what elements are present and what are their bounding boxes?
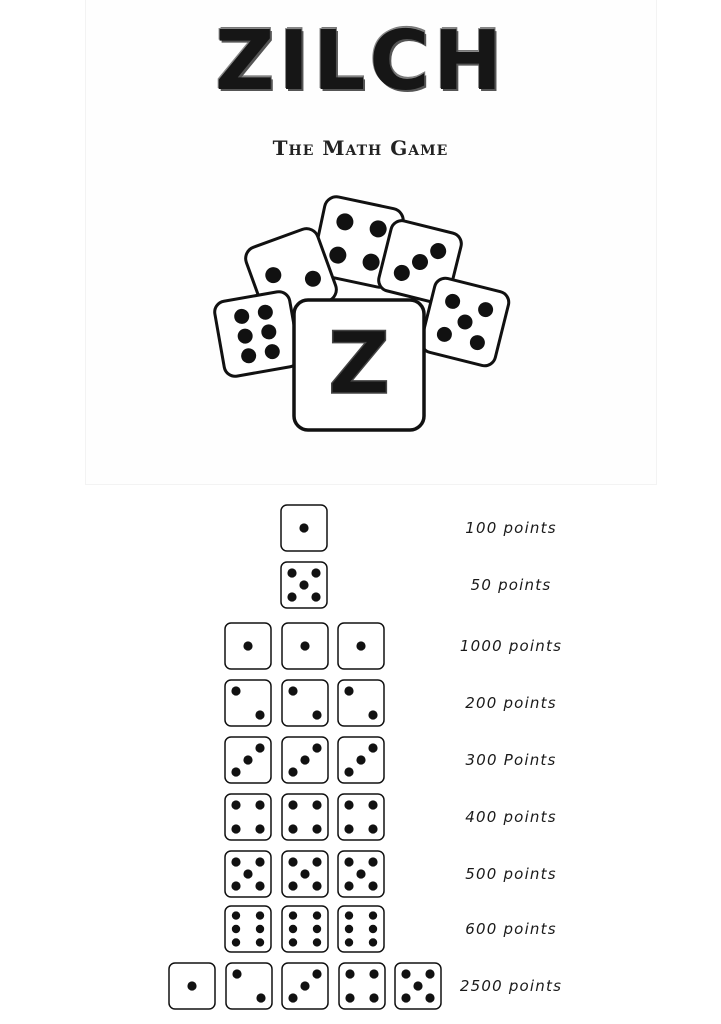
die-face-3 [224, 736, 272, 784]
die-pip [288, 767, 297, 776]
die-pip [344, 800, 353, 809]
score-label: 1000 points [459, 637, 563, 655]
die-pip [401, 993, 410, 1002]
die-pip [231, 881, 240, 890]
die-face-1 [280, 504, 328, 552]
die-face-6 [224, 905, 272, 953]
die-pip [312, 710, 321, 719]
die-pip [300, 641, 309, 650]
die-pip [231, 686, 240, 695]
die-pip [345, 993, 354, 1002]
die-pip [345, 969, 354, 978]
die-face-5 [281, 850, 329, 898]
die-pip [369, 938, 377, 946]
die-pip [368, 824, 377, 833]
die-pip [300, 981, 309, 990]
die-pip [232, 925, 240, 933]
die-pip [312, 911, 320, 919]
die-pip [299, 580, 308, 589]
die-face-6 [337, 905, 385, 953]
logo-z-letter: Z [327, 314, 391, 414]
die-face-1 [168, 962, 216, 1010]
die-pip [288, 800, 297, 809]
die-pip [425, 993, 434, 1002]
die-pip [311, 592, 320, 601]
die-face-2 [225, 962, 273, 1010]
die-pip [187, 981, 196, 990]
die-pip [345, 938, 353, 946]
die-pip [288, 686, 297, 695]
die-pip [344, 881, 353, 890]
die-pip [232, 969, 241, 978]
die-pip [368, 743, 377, 752]
die-pip [413, 981, 422, 990]
die-pip [369, 969, 378, 978]
die-pip [312, 743, 321, 752]
die-pip [368, 710, 377, 719]
die-pip [255, 857, 264, 866]
die-pip [312, 824, 321, 833]
die-pip [232, 911, 240, 919]
logo-z-die [294, 300, 424, 430]
die-pip [312, 881, 321, 890]
die-outline [282, 680, 328, 726]
game-title: ZILCH [214, 14, 507, 109]
die-pip [312, 800, 321, 809]
die-outline [338, 680, 384, 726]
die-pip [255, 743, 264, 752]
score-label: 400 points [465, 808, 557, 826]
die-outline [338, 794, 384, 840]
die-pip [255, 824, 264, 833]
die-pip [300, 869, 309, 878]
die-face-4 [281, 793, 329, 841]
die-face-3 [281, 736, 329, 784]
die-pip [288, 938, 296, 946]
die-face-1 [337, 622, 385, 670]
die-face-5 [280, 561, 328, 609]
die-face-1 [281, 622, 329, 670]
die-outline [225, 680, 271, 726]
die-pip [311, 568, 320, 577]
die-pip [231, 767, 240, 776]
die-pip [231, 824, 240, 833]
die-pip [232, 938, 240, 946]
die-pip [243, 755, 252, 764]
die-pip [356, 641, 365, 650]
die-pip [287, 568, 296, 577]
die-face-5 [224, 850, 272, 898]
die-pip [345, 925, 353, 933]
die-pip [369, 993, 378, 1002]
score-label: 300 Points [465, 751, 557, 769]
die-pip [356, 755, 365, 764]
die-face-1 [224, 622, 272, 670]
die-pip [368, 881, 377, 890]
die-face-2 [224, 679, 272, 727]
die-pip [312, 969, 321, 978]
die-pip [256, 938, 264, 946]
die-pip [312, 925, 320, 933]
die-pip [368, 800, 377, 809]
die-pip [288, 925, 296, 933]
logo-die-five [419, 276, 511, 368]
die-pip [288, 993, 297, 1002]
die-pip [243, 869, 252, 878]
die-pip [255, 800, 264, 809]
die-face-2 [281, 679, 329, 727]
die-face-4 [337, 793, 385, 841]
score-label: 600 points [465, 920, 557, 938]
die-face-5 [337, 850, 385, 898]
score-label: 2500 points [459, 977, 563, 995]
die-outline [226, 963, 272, 1009]
die-pip [344, 824, 353, 833]
die-pip [368, 857, 377, 866]
score-label: 100 points [465, 519, 557, 537]
die-pip [344, 686, 353, 695]
die-pip [255, 881, 264, 890]
die-face-2 [337, 679, 385, 727]
die-pip [288, 857, 297, 866]
die-pip [345, 911, 353, 919]
die-pip [299, 523, 308, 532]
die-pip [231, 800, 240, 809]
die-pip [369, 911, 377, 919]
die-face-4 [224, 793, 272, 841]
die-pip [288, 881, 297, 890]
die-pip [425, 969, 434, 978]
die-outline [282, 794, 328, 840]
die-pip [312, 857, 321, 866]
die-pip [243, 641, 252, 650]
logo-die-six [213, 290, 301, 378]
die-outline [225, 794, 271, 840]
die-pip [256, 911, 264, 919]
die-face-6 [281, 905, 329, 953]
die-pip [312, 938, 320, 946]
die-face-3 [281, 962, 329, 1010]
game-subtitle: The Math Game [272, 136, 449, 160]
score-label: 500 points [465, 865, 557, 883]
die-face-4 [338, 962, 386, 1010]
die-pip [255, 710, 264, 719]
die-pip [356, 869, 365, 878]
logo-dice-cluster [0, 0, 721, 484]
die-pip [369, 925, 377, 933]
score-label: 200 points [465, 694, 557, 712]
die-pip [300, 755, 309, 764]
die-pip [256, 925, 264, 933]
die-pip [344, 857, 353, 866]
die-outline [339, 963, 385, 1009]
die-face-3 [337, 736, 385, 784]
die-pip [344, 767, 353, 776]
die-pip [231, 857, 240, 866]
die-pip [288, 824, 297, 833]
die-pip [287, 592, 296, 601]
die-pip [288, 911, 296, 919]
die-pip [256, 993, 265, 1002]
die-pip [401, 969, 410, 978]
score-label: 50 points [470, 576, 552, 594]
die-face-5 [394, 962, 442, 1010]
